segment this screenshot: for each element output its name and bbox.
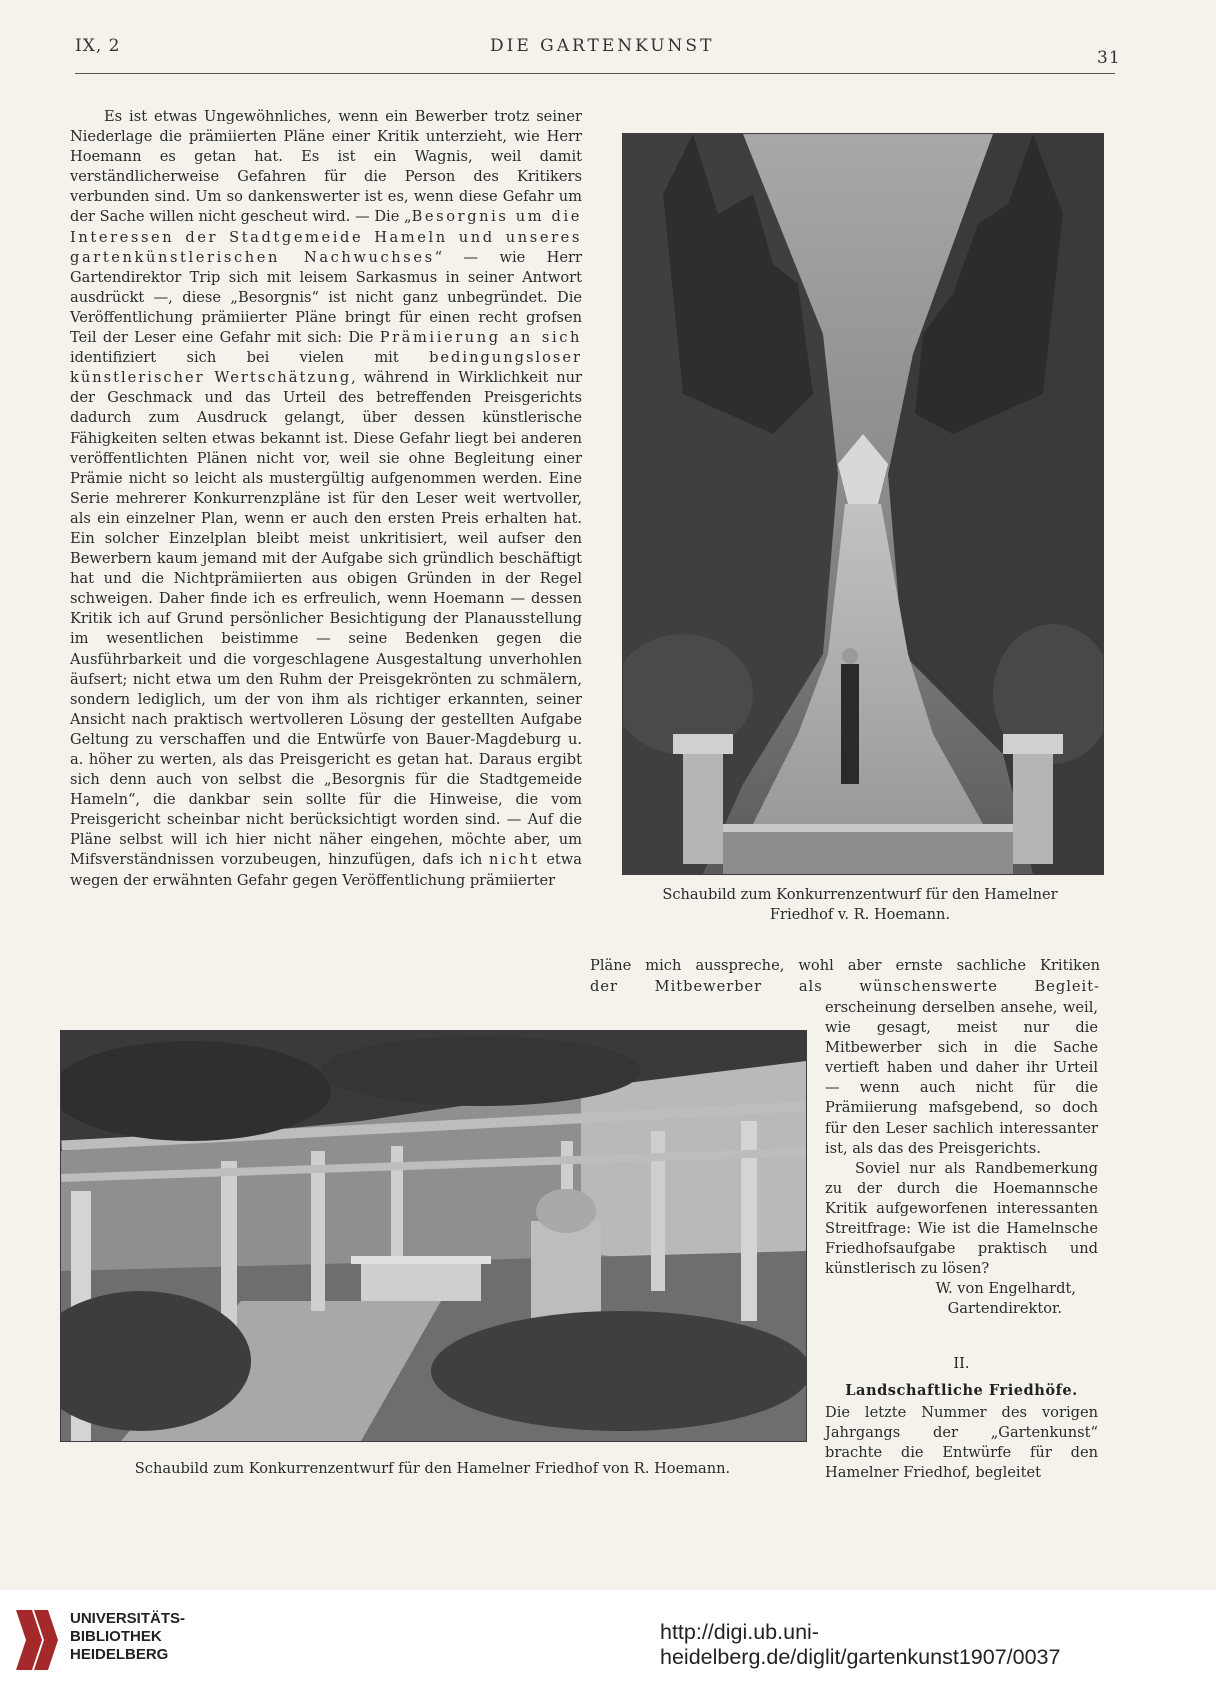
page-number: 31 — [1097, 48, 1121, 68]
library-name — [70, 1610, 185, 1664]
journal-title: DIE GARTENKUNST — [490, 36, 715, 56]
university-library-logo-icon — [12, 1606, 60, 1676]
section-paragraph: Die letzte Nummer des vorigen Jahrgangs der „Gartenkunst“ brachte die Entwürfe für den Hamelner Friedhof, begleitet — [825, 1404, 1098, 1482]
figure-1-caption-line-1: Schaubild zum Konkurrenzentwurf für den Hamelner — [662, 886, 1058, 903]
continuation-line-1: Pläne mich ausspreche, wohl aber ernste sachliche Kritiken — [590, 957, 1100, 974]
main-text-1: Es ist etwas Ungewöhnliches, wenn ein Bewerber trotz seiner Niederlage die prämiierten Pläne einer Kritik unterzieht, wie Herr Hoemann es getan hat. Es ist ein Wagnis, weil damit verständlicherweise Gefahren für die Person des Kritikers verbunden sind. Um so dankenswerter ist es, wenn diese Gefahr um der Sache willen nicht gescheut wird. — Die „ — [70, 108, 582, 226]
section-text — [825, 1403, 1098, 1483]
figure-2-caption: Schaubild zum Konkurrenzentwurf für den Hamelner Friedhof von R. Hoemann. — [134, 1460, 731, 1477]
library-name-line-1: UNIVERSITÄTS- — [70, 1610, 186, 1627]
cypress-avenue-drawing — [623, 134, 1103, 874]
pergola-drawing — [61, 1031, 806, 1441]
figure-1-caption — [615, 885, 1105, 925]
section-heading: Landschaftliche Friedhöfe. — [845, 1382, 1078, 1399]
emphasis-praemiierung: Prämiierung an sich — [379, 329, 582, 347]
library-name-line-2: BIBLIOTHEK — [70, 1628, 162, 1645]
figure-1-caption-line-2: Friedhof v. R. Hoemann. — [769, 906, 951, 923]
right-text-1: erscheinung derselben ansehe, weil, wie gesagt, meist nur die Mitbewerber sich in die Sache vertieft haben und daher ihr Urteil — wenn auch nicht für die Prämiierung mafsgebend, so doch für den Leser sachlich interessanter ist, als das des Preisgerichts. — [825, 999, 1098, 1157]
main-text-2: “ — wie Herr Gartendirektor Trip sich mit leisem Sarkasmus in seiner Antwort ausdrückt —, diese „Besorgnis“ ist nicht ganz unbegründet. Die Veröffentlichung prämiierter Pläne bringt für einen recht grofsen Teil der Leser eine Gefahr mit sich: Die — [70, 248, 582, 347]
main-text-5: etwa wegen der erwähnten Gefahr gegen Veröffentlichung prämiierter — [70, 851, 582, 889]
right-column-text — [825, 998, 1098, 1320]
digitization-footer — [0, 1590, 1216, 1695]
main-text-4: , während in Wirklichkeit nur der Geschmack und das Urteil des betreffenden Preisgerichts dadurch zum Ausdruck gelangt, über dessen künstlerische Fähigkeiten selten etwas bekannt ist. Diese Gefahr liegt bei anderen veröffentlichten Plänen nicht vor, weil sie ohne Begleitung einer Prämie nicht so leicht als mustergültig aufgenommen werden. Eine Serie mehrerer Konkurrenzpläne ist für den Leser weit wertvoller, als ein einzelner Plan, wenn er auch den ersten Preis erhalten hat. Ein solcher Einzelplan bleibt meist unkritisiert, weil aufser den Bewerbern kaum jemand mit der Aufgabe sich gründlich beschäftigt hat und die Nichtprämiierten aus obigen Gründen in der Regel schweigen. Daher finde ich es erfreulich, wenn Hoemann — dessen Kritik ich auf Grund persönlicher Besichtigung der Planausstellung im wesentlichen beistimme — seine Bedenken gegen die Ausführbarkeit und die vorgeschlagene Ausgestaltung unverhohlen äufsert; nicht etwa um den Ruhm der Preisgekrönten zu schmälern, sondern lediglich, um der von ihm als richtiger erkannten, seiner Ansicht nach praktisch wertvolleren Lösung der gestellten Aufgabe Geltung zu verschaffen und die Entwürfe von Bauer-Magdeburg u. a. höher zu werten, als das Preisgericht es getan hat. Daraus ergibt sich denn auch von selbst die „Besorgnis für die Stadtgemeide Hameln“, die dankbar sein sollte für die Hinweise, die vom Preisgericht scheinbar nicht berücksichtigt worden sind. — Auf die Pläne selbst will ich hier nicht näher eingehen, möchte aber, um Mifsverständnissen vorzubeugen, hinzufügen, dafs ich — [70, 369, 582, 869]
author-signature: W. von Engelhardt, — [935, 1280, 1076, 1298]
section-number: II. — [953, 1355, 970, 1372]
author-title: Gartendirektor. — [947, 1300, 1062, 1318]
volume-issue: IX, 2 — [75, 36, 121, 56]
main-text-3: identifiziert sich bei vielen mit — [70, 349, 430, 367]
right-text-2: Soviel nur als Randbemerkung zu der durch die Hoemannsche Kritik aufgeworfenen interessanten Streitfrage: Wie ist die Hamelnsche Friedhofsaufgabe praktisch und künstlerisch zu lösen? — [825, 1159, 1098, 1278]
cypress-avenue-illustration — [622, 133, 1104, 875]
emphasis-wertschaetzung: bedingungsloser künstlerischer Wertschätzung — [70, 349, 582, 387]
main-column-text — [70, 107, 582, 891]
header-rule — [75, 73, 1115, 74]
emphasis-quote: Besorgnis um die Interessen der Stadtgemeide Hameln und unseres gartenkünstlerischen Nachwuchses — [70, 208, 582, 266]
library-name-line-3: HEIDELBERG — [70, 1646, 169, 1663]
pergola-illustration — [60, 1030, 807, 1442]
source-url[interactable]: http://digi.ub.uni-heidelberg.de/diglit/gartenkunst1907/0037 — [660, 1620, 1061, 1669]
continuation-line-2: der Mitbewerber als wünschenswerte Begleit- — [590, 978, 1100, 995]
emphasis-nicht: nicht — [489, 851, 540, 869]
